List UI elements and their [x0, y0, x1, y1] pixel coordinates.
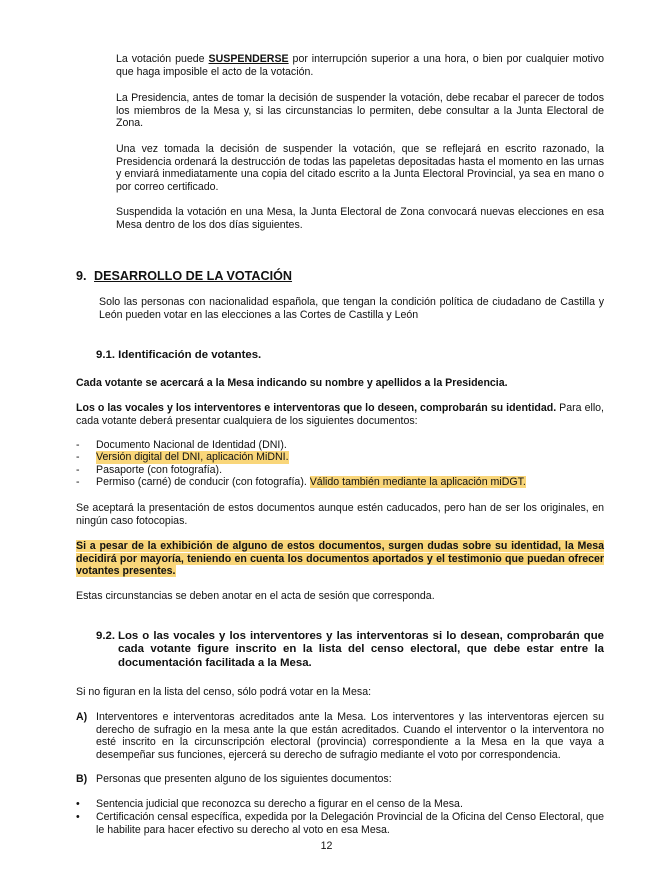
list-marker: -: [76, 439, 80, 451]
list-item: [76, 451, 604, 464]
identity-doubt-paragraph: [76, 540, 604, 578]
item-a-marker: A): [76, 711, 88, 723]
ballot-destruction-paragraph: Una vez tomada la decisión de suspender la votación, que se reflejará en escrito razonado, la Presidencia ordenará la destrucción de todas las papeletas depositadas hasta el momento en las urnas y enviará inmediatamente una copia del citado escrito a la Junta Electoral Provincial, ya sea en mano o por correo certificado.: [116, 143, 604, 193]
identity-doubt-highlight: Si a pesar de la exhibición de alguno de estos documentos, surgen dudas sobre su identidad, la Mesa decidirá por mayoría, teniendo en cuenta los documentos aportados y el testimonio que puedan ofrecer votantes presentes.: [76, 540, 604, 578]
suspension-text-end: por interrupción superior a una hora, o bien por cualquier motivo que haga imposible el acto de la votación.: [116, 53, 605, 78]
page-number: 12: [320, 840, 333, 852]
suspension-paragraph: [116, 53, 604, 78]
list-item: [76, 439, 604, 452]
record-in-minutes-paragraph: Estas circunstancias se deben anotar en el acta de sesión que corresponda.: [76, 590, 435, 602]
section-9-title: DESARROLLO DE LA VOTACIÓN: [94, 269, 293, 283]
suspension-text-start: La votación puede: [116, 53, 209, 65]
bullet-marker: •: [76, 811, 80, 823]
identification-check-rest: Para ello, cada votante deberá presentar cualquiera de los siguientes documentos:: [76, 402, 605, 427]
list-marker: -: [76, 464, 80, 476]
section-9-2-number: 9.2.: [96, 630, 115, 642]
list-item: [76, 464, 604, 477]
section-9-1-heading: 9.1. Identificación de votantes.: [96, 349, 262, 361]
identification-first-paragraph: Cada votante se acercará a la Mesa indicando su nombre y apellidos a la Presidencia.: [76, 377, 508, 389]
item-b-text: Personas que presenten alguno de los siguientes documentos:: [96, 773, 392, 785]
expired-documents-paragraph: Se aceptará la presentación de estos documentos aunque estén caducados, pero han de ser los originales, en ningún caso fotocopias.: [76, 502, 604, 527]
bullet-marker: •: [76, 798, 80, 810]
suspension-keyword: SUSPENDERSE: [208, 53, 289, 65]
list-item-text: Documento Nacional de Identidad (DNI).: [96, 439, 287, 451]
item-a-text: Interventores e interventoras acreditados ante la Mesa. Los interventores y las interventoras ejercen su derecho de sufragio en la mesa ante la que están acreditados. Cuando el interventor o la interventora no esté inscrito en la circunscripción electoral (provincia) correspondiente a la Mesa en la que vaya a desempeñar sus funciones, ejercerá su derecho de sufragio mediante el voto por correspondencia.: [96, 711, 604, 761]
identification-check-bold: Los o las vocales y los interventores e interventoras que lo deseen, comprobarán su identidad.: [76, 402, 557, 414]
item-b-marker: B): [76, 773, 88, 785]
section-9-2-heading: [96, 630, 604, 670]
identification-check-paragraph: [76, 402, 604, 427]
census-intro-paragraph: Si no figuran en la lista del censo, sólo podrá votar en la Mesa:: [76, 686, 372, 698]
section-9-number: 9.: [76, 269, 87, 283]
section-9-heading: [76, 269, 292, 284]
list-marker: -: [76, 451, 80, 463]
presidency-consult-paragraph: La Presidencia, antes de tomar la decisión de suspender la votación, debe recabar el parecer de todos los miembros de la Mesa y, si las circunstancias lo permiten, debe consultar a la Junta Electoral de Zona.: [116, 92, 604, 130]
new-elections-paragraph: Suspendida la votación en una Mesa, la Junta Electoral de Zona convocará nuevas elecciones en esa Mesa dentro de los dos días siguientes.: [116, 206, 604, 231]
list-item: [76, 476, 604, 489]
bullet-item-sentencia: Sentencia judicial que reconozca su derecho a figurar en el censo de la Mesa.: [96, 798, 463, 810]
list-item-text: Permiso (carné) de conducir (con fotografía).: [96, 476, 310, 488]
list-item-highlight: Válido también mediante la aplicación miDGT.: [309, 476, 526, 488]
list-item-highlight: Versión digital del DNI, aplicación MiDNI.: [96, 451, 289, 463]
section-9-intro: Solo las personas con nacionalidad española, que tengan la condición política de ciudadano de Castilla y León pueden votar en las elecciones a las Cortes de Castilla y León: [99, 296, 604, 321]
list-marker: -: [76, 476, 80, 488]
list-item-text: Pasaporte (con fotografía).: [96, 464, 223, 476]
section-9-2-title: Los o las vocales y los interventores y las interventoras si lo desean, comprobarán que cada votante figure inscrito en la lista del censo electoral, que debe estar entre la documentación facilitada a la Mesa.: [118, 630, 604, 669]
bullet-item-certificacion: Certificación censal específica, expedida por la Delegación Provincial de la Oficina del Censo Electoral, que le habilite para hacer efectivo su derecho al voto en esa Mesa.: [96, 811, 604, 836]
